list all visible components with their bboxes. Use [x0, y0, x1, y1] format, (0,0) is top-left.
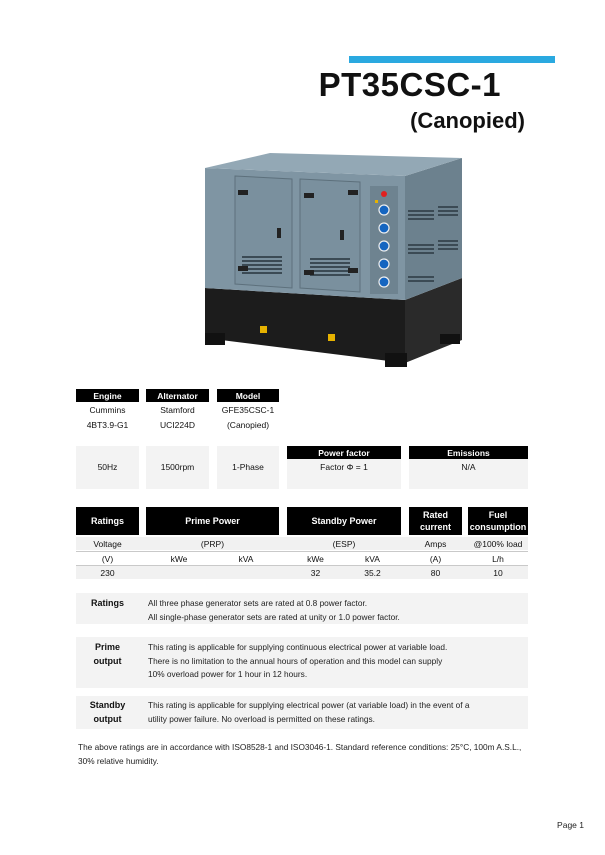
emissions-header: Emissions	[409, 446, 528, 459]
alternator-model: UCI224D	[160, 421, 195, 430]
alternator-make: Stamford	[160, 406, 195, 415]
power-factor-header: Power factor	[287, 446, 401, 459]
table-divider	[76, 551, 528, 552]
row3-voltage: 230	[100, 569, 115, 578]
prime-note-line: 10% overload power for 1 hour in 12 hours.	[148, 669, 308, 680]
ratings-note-line: All three phase generator sets are rated at 0.8 power factor.	[148, 598, 368, 608]
phase-value: 1-Phase	[232, 463, 264, 472]
standby-note-line: This rating is applicable for supplying electrical power (at variable load) in the event of a	[148, 700, 470, 710]
row2-prime-kva: kVA	[238, 555, 254, 564]
standards-note-line: 30% relative humidity.	[78, 756, 159, 767]
standards-note	[78, 740, 521, 768]
standby-note-text	[148, 699, 469, 726]
ratings-note-label: Ratings	[90, 598, 124, 608]
prime-note-line: There is no limitation to the annual hours of operation and this model can supply	[148, 655, 443, 666]
prime-label-line2: output	[93, 655, 122, 666]
standby-label-line2: output	[93, 713, 122, 724]
rated-current-header-line1: Rated	[422, 509, 448, 520]
row2-a-unit: (A)	[429, 555, 442, 564]
engine-header: Engine	[76, 389, 139, 402]
page-subtitle: (Canopied)	[410, 108, 525, 133]
rated-current-header	[409, 507, 462, 535]
power-factor-value: Factor Φ = 1	[320, 463, 368, 472]
standards-note-line: The above ratings are in accordance with ISO8528-1 and ISO3046-1. Standard reference conditions: 25°C, 100m A.S.L.,	[78, 742, 522, 752]
model-code: GFE35CSC-1	[221, 406, 275, 415]
row2-prime-kwe: kWe	[170, 555, 188, 564]
row2-standby-kva: kVA	[365, 555, 380, 564]
ratings-header: Ratings	[76, 507, 139, 535]
prime-note-line: This rating is applicable for supplying continuous electrical power at variable load.	[148, 642, 448, 652]
frequency-value: 50Hz	[97, 463, 118, 472]
engine-make: Cummins	[89, 406, 126, 415]
fuel-header-line1: Fuel	[488, 509, 508, 520]
fuel-header-line2: consumption	[469, 522, 527, 532]
prime-label-line1: Prime	[94, 642, 120, 652]
engine-model: 4BT3.9-G1	[86, 421, 129, 430]
standby-label-line1: Standby	[89, 700, 126, 710]
row3-current: 80	[430, 569, 441, 578]
model-header: Model	[217, 389, 279, 402]
row3-fuel: 10	[493, 569, 503, 578]
standby-note-line: utility power failure. No overload is permitted on these ratings.	[148, 713, 375, 724]
standby-power-header: Standby Power	[287, 507, 401, 535]
fuel-consumption-header	[468, 507, 528, 535]
rated-current-header-line2: current	[419, 522, 451, 532]
row3-standby-kwe: 32	[310, 569, 321, 578]
prime-note-text	[148, 641, 447, 682]
row1-amps: Amps	[424, 540, 447, 549]
page-number: Page 1	[557, 820, 584, 830]
row2-v-unit: (V)	[101, 555, 114, 564]
emissions-value: N/A	[461, 463, 476, 472]
row1-prp: (PRP)	[200, 540, 225, 549]
generator-image	[200, 148, 472, 373]
prime-note-label	[76, 641, 139, 669]
row2-standby-kwe: kWe	[307, 555, 324, 564]
accent-bar	[349, 56, 555, 63]
ratings-note-line: All single-phase generator sets are rated at unity or 1.0 power factor.	[148, 611, 400, 622]
prime-power-header: Prime Power	[146, 507, 279, 535]
model-variant: (Canopied)	[226, 421, 270, 430]
row1-esp: (ESP)	[332, 540, 356, 549]
row1-load: @100% load	[473, 540, 523, 549]
speed-value: 1500rpm	[160, 463, 195, 472]
page-title: PT35CSC-1	[318, 66, 501, 103]
row2-lh-unit: L/h	[492, 555, 504, 564]
ratings-note-text	[148, 597, 400, 624]
row1-voltage: Voltage	[93, 540, 122, 549]
standby-note-label	[76, 699, 139, 727]
row3-standby-kva: 35.2	[364, 569, 381, 578]
alternator-header: Alternator	[146, 389, 209, 402]
table-divider	[76, 565, 528, 566]
